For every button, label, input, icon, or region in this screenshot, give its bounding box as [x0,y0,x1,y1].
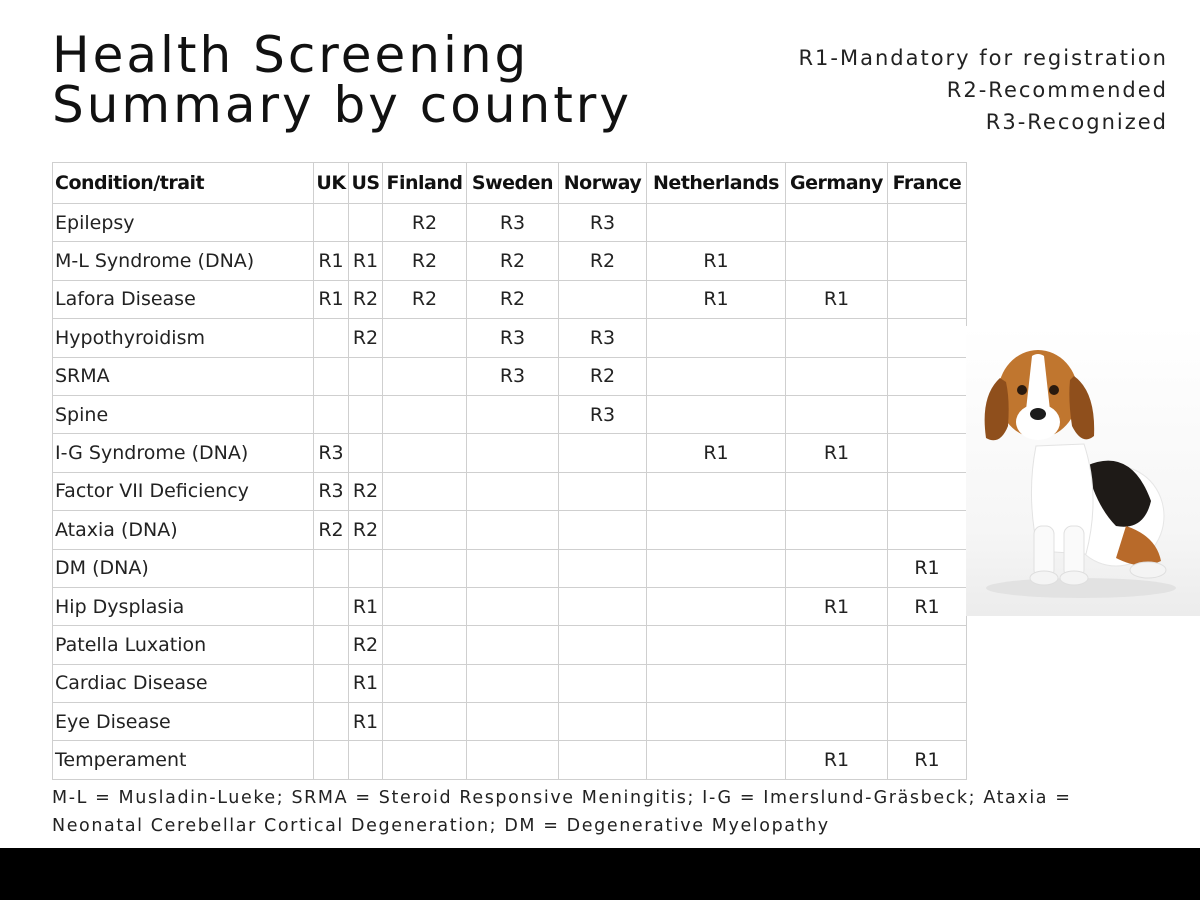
requirement-cell [314,319,349,357]
requirement-cell [888,395,967,433]
requirement-cell [467,395,559,433]
header-country: UK [314,163,349,204]
requirement-cell [786,204,888,242]
requirement-cell [383,395,467,433]
requirement-cell: R1 [888,741,967,779]
requirement-cell [467,664,559,702]
requirement-cell: R1 [888,587,967,625]
requirement-cell [314,703,349,741]
requirement-cell [888,357,967,395]
requirement-cell [786,549,888,587]
requirement-cell [559,626,647,664]
requirement-cell [314,549,349,587]
requirement-cell [786,395,888,433]
requirement-cell [383,434,467,472]
table-row [53,242,967,280]
requirement-cell [467,472,559,510]
requirement-cell [647,472,786,510]
requirement-cell [888,204,967,242]
bottom-black-bar [0,848,1200,900]
abbreviations-footnote: M-L = Musladin-Lueke; SRMA = Steroid Responsive Meningitis; I-G = Imerslund-Gräsbeck; Ataxia = Neonatal Cerebellar Cortical Degeneration; DM = Degenerative Myelopathy [52,788,1072,836]
requirement-cell [647,204,786,242]
requirement-cell [647,319,786,357]
beagle-dog-illustration [966,326,1200,616]
requirement-cell [349,204,383,242]
requirement-cell [647,626,786,664]
requirement-cell: R1 [314,280,349,318]
requirement-cell [888,319,967,357]
requirement-cell: R1 [314,242,349,280]
requirement-cell: R3 [314,434,349,472]
requirement-cell: R2 [349,280,383,318]
condition-cell: DM (DNA) [53,549,314,587]
header-country: Germany [786,163,888,204]
requirement-cell [888,434,967,472]
requirement-cell: R2 [559,357,647,395]
requirement-cell: R2 [349,319,383,357]
table-row [53,664,967,702]
requirement-cell [559,434,647,472]
table-row [53,472,967,510]
table-row [53,511,967,549]
requirement-cell [786,703,888,741]
requirement-cell [786,626,888,664]
requirement-cell: R1 [647,280,786,318]
condition-cell: Lafora Disease [53,280,314,318]
condition-cell: Factor VII Deficiency [53,472,314,510]
requirement-cell [349,395,383,433]
requirement-cell [888,472,967,510]
requirement-cell [314,664,349,702]
requirement-cell [314,204,349,242]
requirement-cell [349,357,383,395]
condition-cell: Temperament [53,741,314,779]
requirement-cell: R1 [888,549,967,587]
title-line-1: Health Screening [52,26,530,84]
requirement-cell [467,587,559,625]
table-row [53,395,967,433]
header-country: Netherlands [647,163,786,204]
requirement-cell [467,703,559,741]
table-header-row [53,163,967,204]
requirement-cell [314,357,349,395]
table-body [53,204,967,780]
condition-cell: Patella Luxation [53,626,314,664]
requirement-cell [888,511,967,549]
requirement-cell [383,357,467,395]
requirement-cell: R2 [383,204,467,242]
requirement-cell [383,626,467,664]
requirement-cell: R1 [786,280,888,318]
table-row [53,626,967,664]
condition-cell: Hypothyroidism [53,319,314,357]
requirement-cell: R2 [349,472,383,510]
table-row [53,204,967,242]
requirement-cell: R3 [314,472,349,510]
legend-r1: R1-Mandatory for registration [798,46,1168,70]
table-row [53,357,967,395]
requirement-cell: R3 [559,319,647,357]
condition-cell: Ataxia (DNA) [53,511,314,549]
condition-cell: Eye Disease [53,703,314,741]
requirement-cell [559,549,647,587]
requirement-cell [888,280,967,318]
requirement-legend [798,42,1168,138]
requirement-cell [383,319,467,357]
table-row [53,434,967,472]
header-country: Norway [559,163,647,204]
title-line-2: Summary by country [52,76,632,134]
header-condition: Condition/trait [53,163,314,204]
requirement-cell [467,626,559,664]
requirement-cell [559,703,647,741]
requirement-cell: R3 [467,204,559,242]
requirement-cell: R1 [349,703,383,741]
requirement-cell [383,549,467,587]
requirement-cell [888,626,967,664]
requirement-cell [383,511,467,549]
requirement-cell [647,549,786,587]
requirement-cell: R3 [467,357,559,395]
requirement-cell [647,395,786,433]
requirement-cell [888,703,967,741]
condition-cell: Hip Dysplasia [53,587,314,625]
requirement-cell [559,511,647,549]
requirement-cell [559,280,647,318]
requirement-cell: R1 [786,741,888,779]
header-country: US [349,163,383,204]
requirement-cell: R2 [349,511,383,549]
requirement-cell [647,357,786,395]
requirement-cell [467,741,559,779]
page-title [52,26,692,134]
legend-r3: R3-Recognized [985,110,1168,134]
requirement-cell: R1 [647,242,786,280]
requirement-cell [647,741,786,779]
requirement-cell: R1 [349,242,383,280]
requirement-cell: R1 [647,434,786,472]
requirement-cell [383,741,467,779]
screening-table [52,162,967,780]
requirement-cell [786,357,888,395]
requirement-cell [559,741,647,779]
requirement-cell [647,703,786,741]
requirement-cell: R2 [467,242,559,280]
requirement-cell: R1 [786,434,888,472]
requirement-cell [647,664,786,702]
requirement-cell: R3 [559,395,647,433]
beagle-image [966,326,1200,616]
header-country: France [888,163,967,204]
table-row [53,280,967,318]
table-row [53,741,967,779]
requirement-cell [383,703,467,741]
requirement-cell: R3 [467,319,559,357]
requirement-cell [786,511,888,549]
condition-cell: M-L Syndrome (DNA) [53,242,314,280]
condition-cell: Cardiac Disease [53,664,314,702]
requirement-cell [383,664,467,702]
table-row [53,549,967,587]
requirement-cell [314,395,349,433]
requirement-cell: R2 [383,242,467,280]
header-country: Sweden [467,163,559,204]
requirement-cell [383,472,467,510]
requirement-cell: R2 [467,280,559,318]
requirement-cell [786,242,888,280]
table-row [53,319,967,357]
requirement-cell [349,549,383,587]
requirement-cell: R1 [349,664,383,702]
requirement-cell [467,434,559,472]
requirement-cell: R1 [349,587,383,625]
requirement-cell: R1 [786,587,888,625]
requirement-cell [888,664,967,702]
requirement-cell [559,587,647,625]
requirement-cell [314,626,349,664]
requirement-cell: R2 [314,511,349,549]
requirement-cell [559,664,647,702]
requirement-cell [786,664,888,702]
requirement-cell [647,587,786,625]
requirement-cell [888,242,967,280]
requirement-cell: R2 [349,626,383,664]
requirement-cell [467,549,559,587]
requirement-cell [314,741,349,779]
requirement-cell: R2 [383,280,467,318]
condition-cell: SRMA [53,357,314,395]
requirement-cell [467,511,559,549]
requirement-cell [314,587,349,625]
legend-r2: R2-Recommended [946,78,1168,102]
condition-cell: I-G Syndrome (DNA) [53,434,314,472]
requirement-cell [786,472,888,510]
table-row [53,587,967,625]
requirement-cell [647,511,786,549]
condition-cell: Epilepsy [53,204,314,242]
requirement-cell [559,472,647,510]
requirement-cell: R2 [559,242,647,280]
table-row [53,703,967,741]
requirement-cell [786,319,888,357]
requirement-cell [349,434,383,472]
condition-cell: Spine [53,395,314,433]
requirement-cell [383,587,467,625]
requirement-cell: R3 [559,204,647,242]
requirement-cell [349,741,383,779]
header-country: Finland [383,163,467,204]
